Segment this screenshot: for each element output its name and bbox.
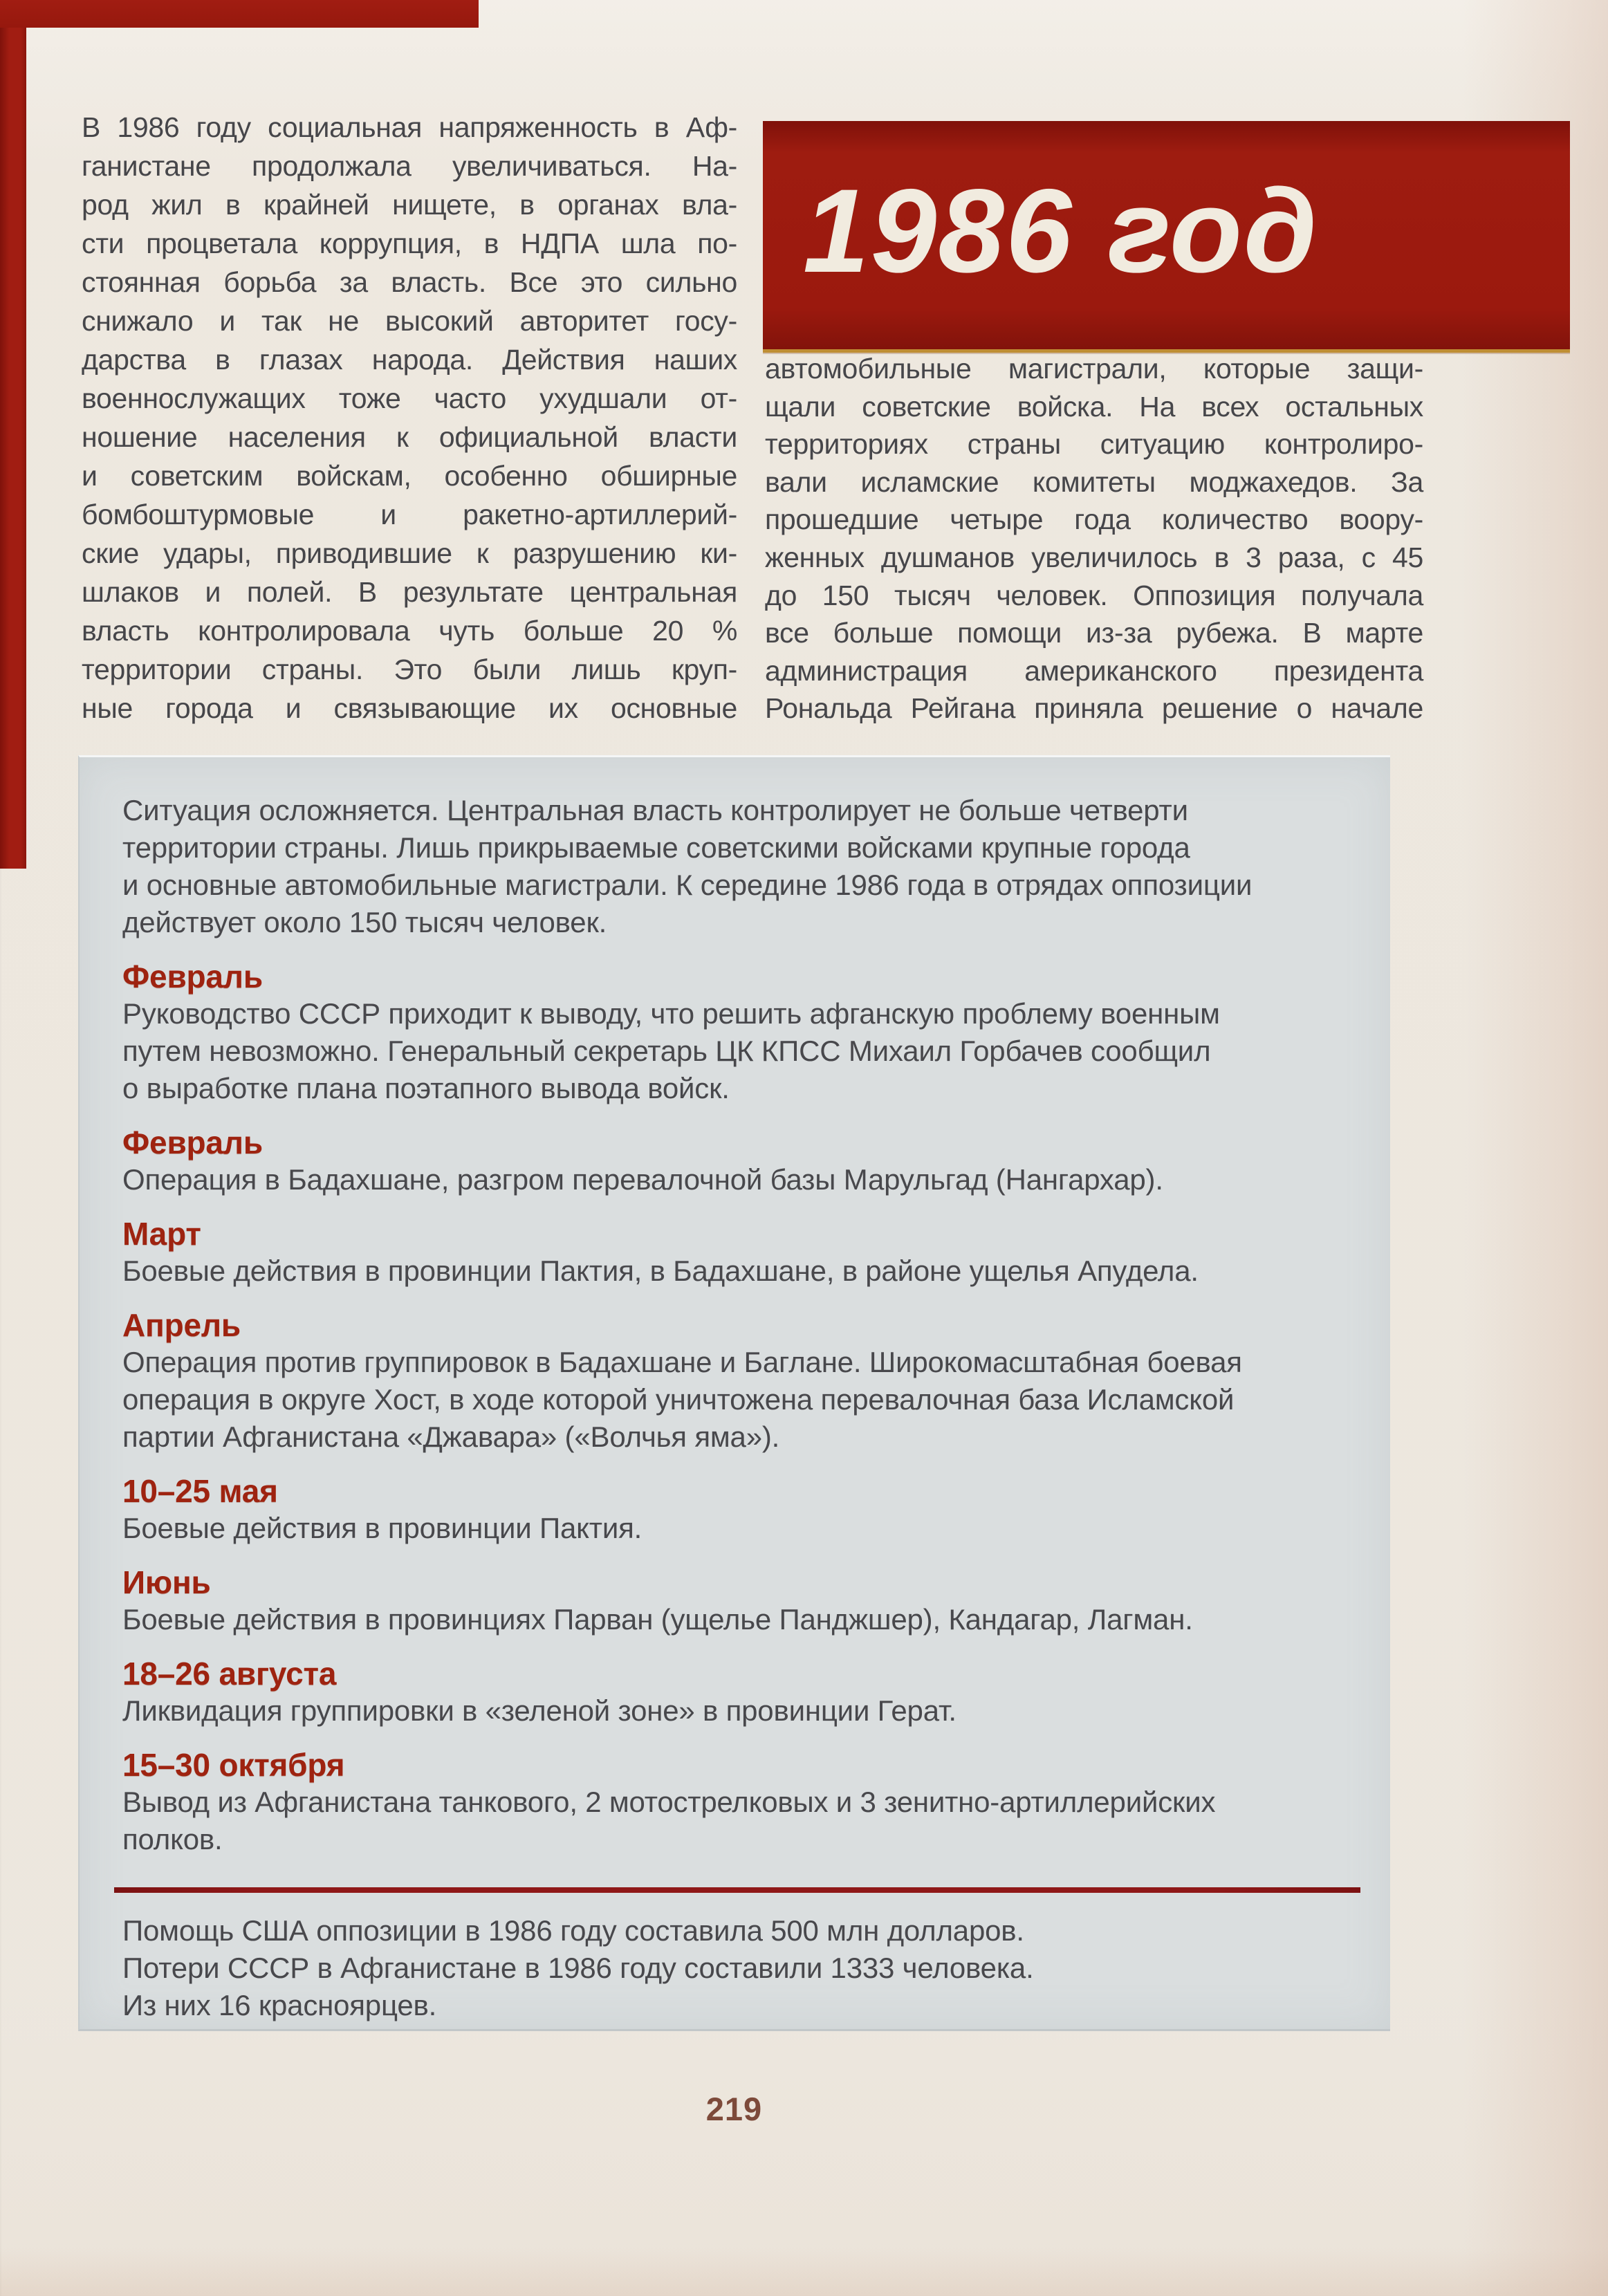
timeline-section [122,1472,1352,1547]
text-line: Руководство СССР приходит к выводу, что решить афганскую проблему военным [122,997,1220,1030]
page-number: 219 [705,2091,763,2127]
text-line: стоянная борьба за власть. Все это сильно [82,266,737,298]
text-line: Потери СССР в Афганистане в 1986 году составили 1333 человека. [122,1952,1034,1984]
timeline-section [122,1564,1352,1638]
text-line: Боевые действия в провинциях Парван (ущелье Панджшер), Кандагар, Лагман. [122,1603,1193,1636]
text-line: сти процветала коррупция, в НДПА шла по- [82,228,737,259]
timeline-section [122,1655,1352,1730]
text-line: вали исламские комитеты моджахедов. За [765,465,1423,498]
text-line: и основные автомобильные магистрали. К середине 1986 года в отрядах оппозиции [122,869,1253,901]
text-line: Помощь США оппозиции в 1986 году составила 500 млн долларов. [122,1914,1024,1947]
timeline-date-heading: Февраль [122,959,263,994]
text-line: снижало и так не высокий авторитет госу- [82,305,737,337]
year-banner [763,121,1570,353]
text-line: территориях страны ситуацию контролиро- [765,428,1423,461]
timeline-intro [122,792,1352,941]
text-line: партии Афганистана «Джавара» («Волчья яма»). [122,1420,780,1453]
timeline-section-body [122,1161,1352,1198]
text-line: до 150 тысяч человек. Оппозиция получала [765,579,1423,611]
text-line: все больше помощи из-за рубежа. В марте [765,617,1423,649]
text-line: территории страны. Это были лишь круп- [82,654,737,685]
timeline-footer [122,1912,1352,2024]
timeline-section [122,1306,1352,1456]
timeline-section [122,1746,1352,1858]
text-line: ские удары, приводившие к разрушению ки- [82,537,737,569]
text-line: полков. [122,1823,223,1855]
text-line: ганистане продолжала увеличиваться. На- [82,150,737,182]
text-line: власть контролировала чуть больше 20 % [82,615,737,647]
text-line: прошедшие четыре года количество воору- [765,503,1423,536]
intro-left-column [82,108,737,728]
left-red-edge-bar [0,0,26,869]
timeline-section-body [122,1601,1352,1638]
timeline-date-heading: 10–25 мая [122,1473,278,1509]
text-line: о выработке плана поэтапного вывода войск. [122,1072,730,1104]
text-line: путем невозможно. Генеральный секретарь ЦК КПСС Михаил Горбачев сообщил [122,1035,1211,1067]
text-line: шлаков и полей. В результате центральная [82,576,737,608]
timeline-section [122,1215,1352,1290]
timeline-date-heading: Апрель [122,1307,241,1343]
text-line: действует около 150 тысяч человек. [122,906,607,938]
text-line: В 1986 году социальная напряженность в Аф- [82,111,737,143]
text-line: военнослужащих тоже часто ухудшали от- [82,382,737,414]
text-line: операция в округе Хост, в ходе которой уничтожена перевалочная база Исламской [122,1383,1235,1416]
timeline-date-heading: Март [122,1216,201,1252]
intro-right-column [765,350,1423,728]
year-banner-title: 1986 год [803,165,1319,297]
text-line: Операция в Бадахшане, разгром перевалочной базы Марульгад (Нангархар). [122,1163,1163,1196]
text-line: Боевые действия в провинции Пактия, в Бадахшане, в районе ущелья Апудела. [122,1255,1199,1287]
text-line: Вывод из Афганистана танкового, 2 мотострелковых и 3 зенитно-артиллерийских [122,1786,1216,1818]
timeline-section-body [122,1510,1352,1547]
top-red-edge-strip [0,0,479,28]
timeline-sections [122,958,1352,1858]
text-line: род жил в крайней нищете, в органах вла- [82,189,737,221]
text-line: Из них 16 красноярцев. [122,1989,437,2021]
timeline-date-heading: Февраль [122,1124,263,1160]
text-line: ные города и связывающие их основные [82,692,737,724]
text-line: Боевые действия в провинции Пактия. [122,1512,643,1544]
timeline-section-body [122,1344,1352,1456]
text-line: Рональда Рейгана приняла решение о начале [765,692,1423,725]
text-line: Операция против группировок в Бадахшане и Баглане. Широкомасштабная боевая [122,1346,1242,1378]
timeline-section-body [122,1692,1352,1730]
timeline-section-body [122,1252,1352,1290]
page-bottom-edge-shading [0,2248,1608,2296]
divider-rule [114,1887,1360,1893]
timeline-section [122,1124,1352,1198]
text-line: Ситуация осложняется. Центральная власть контролирует не больше четверти [122,794,1188,826]
text-line: автомобильные магистрали, которые защи- [765,353,1423,385]
text-line: территории страны. Лишь прикрываемые советскими войсками крупные города [122,831,1190,864]
timeline-section-body [122,995,1352,1107]
text-line: женных душманов увеличилось в 3 раза, с 45 [765,541,1423,573]
text-line: и советским войскам, особенно обширные [82,460,737,492]
timeline-date-heading: Июнь [122,1564,211,1600]
text-line: Ликвидация группировки в «зеленой зоне» в провинции Герат. [122,1694,957,1727]
timeline-section-body [122,1784,1352,1858]
text-line: бомбоштурмовые и ракетно-артиллерий- [82,499,737,530]
text-line: щали советские войска. На всех остальных [765,390,1423,423]
timeline-box [78,755,1390,2031]
timeline-section [122,958,1352,1107]
timeline-date-heading: 18–26 августа [122,1656,337,1692]
text-line: ношение населения к официальной власти [82,421,737,453]
text-line: администрация американского президента [765,654,1423,687]
text-line: дарства в глазах народа. Действия наших [82,344,737,376]
timeline-date-heading: 15–30 октября [122,1747,345,1783]
